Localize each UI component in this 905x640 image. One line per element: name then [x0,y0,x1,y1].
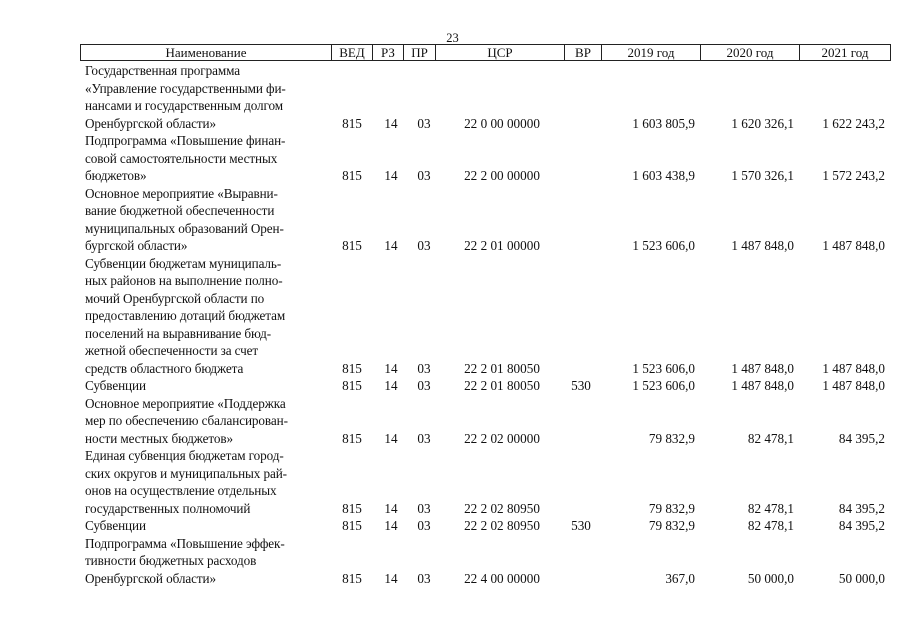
header-vr: ВР [565,45,602,60]
row-2020: 1 620 326,1 [731,115,794,131]
header-2021: 2021 год [821,45,869,60]
header-2020: 2020 год [701,45,800,60]
table-row [0,255,905,376]
row-ved: 815 [342,360,362,376]
row-pr: 03 [417,430,431,446]
header-pr: ПР [404,45,436,60]
row-2019: 79 832,9 [648,430,695,446]
row-pr: 03 [417,360,431,376]
row-2019: 1 523 606,0 [632,378,695,393]
row-2021: 1 487 848,0 [822,378,885,393]
row-ved: 815 [342,168,362,183]
header-csr: ЦСР [436,45,565,60]
row-2020: 82 478,1 [747,500,794,516]
row-2019: 79 832,9 [648,500,695,516]
row-2021: 84 395,2 [838,518,885,533]
header-2019: 2019 год [602,45,701,60]
row-2019: 1 603 438,9 [632,168,695,183]
row-2020: 82 478,1 [747,518,794,533]
row-2020: 82 478,1 [747,430,794,446]
row-rz: 14 [384,378,398,393]
header-name: Наименование [81,45,332,60]
row-2021: 1 622 243,2 [822,115,885,131]
table-row [0,535,905,628]
row-pr: 03 [417,168,431,183]
header-rz: РЗ [373,45,404,60]
row-csr: 22 4 00 00000 [464,570,540,586]
row-rz: 14 [384,430,398,446]
row-name: Субвенции [85,518,146,533]
row-rz: 14 [384,518,398,533]
row-2019: 1 603 805,9 [632,115,695,131]
row-pr: 03 [417,518,431,533]
row-name: Основное мероприятие «Поддержка мер по обеспечению сбалансирован- ности местных бюджетов» [85,395,288,446]
row-vr: 530 [571,518,591,533]
row-2020: 50 000,0 [747,570,794,586]
row-2021: 1 487 848,0 [822,360,885,376]
row-ved: 815 [342,238,362,253]
row-csr: 22 0 00 00000 [464,115,540,131]
row-name: Основное мероприятие «Выравни- вание бюджетной обеспеченности муниципальных образований Орен- бургской области» [85,185,284,253]
row-pr: 03 [417,238,431,253]
row-name: Государственная программа «Управление государственными фи- нансами и государственным долгом Оренбургской области» [85,63,286,131]
row-pr: 03 [417,500,431,516]
row-ved: 815 [342,378,362,393]
row-csr: 22 2 02 00000 [464,430,540,446]
row-name: Подпрограмма «Повышение эффек- тивности бюджетных расходов Оренбургской области» [85,535,285,586]
row-ved: 815 [342,115,362,131]
row-rz: 14 [384,360,398,376]
row-2021: 50 000,0 [838,570,885,586]
row-rz: 14 [384,168,398,183]
row-2021: 1 572 243,2 [822,168,885,183]
row-2020: 1 487 848,0 [731,238,794,253]
row-csr: 22 2 01 80050 [464,378,540,393]
row-rz: 14 [384,500,398,516]
row-2020: 1 487 848,0 [731,360,794,376]
row-csr: 22 2 02 80950 [464,500,540,516]
table-header [80,44,891,61]
row-rz: 14 [384,115,398,131]
row-2020: 1 570 326,1 [731,168,794,183]
row-vr: 530 [571,378,591,393]
row-2020: 1 487 848,0 [731,378,794,393]
row-2021: 1 487 848,0 [822,238,885,253]
row-2019: 79 832,9 [648,518,695,533]
row-name: Субвенции бюджетам муниципаль- ных районов на выполнение полно- мочий Оренбургской области по предоставлению дотаций бюджетам поселений на выравнивание бюд- жетной обеспеченности за счет средств областного бюджета [85,255,286,376]
row-ved: 815 [342,518,362,533]
row-csr: 22 2 01 80050 [464,360,540,376]
page-number: 23 [446,31,459,45]
row-2019: 367,0 [665,570,695,586]
row-2019: 1 523 606,0 [632,360,695,376]
row-ved: 815 [342,570,362,586]
row-pr: 03 [417,378,431,393]
row-name: Подпрограмма «Повышение финан- совой самостоятельности местных бюджетов» [85,133,286,183]
header-ved: ВЕД [332,45,373,60]
row-csr: 22 2 02 80950 [464,518,540,533]
row-2019: 1 523 606,0 [632,238,695,253]
row-csr: 22 2 00 00000 [464,168,540,183]
row-2021: 84 395,2 [838,430,885,446]
row-pr: 03 [417,570,431,586]
row-ved: 815 [342,500,362,516]
row-csr: 22 2 01 00000 [464,238,540,253]
row-pr: 03 [417,115,431,131]
row-2021: 84 395,2 [838,500,885,516]
row-rz: 14 [384,570,398,586]
row-name: Единая субвенция бюджетам город- ских округов и муниципальных рай- онов на осуществление отдельных государственных полномочий [85,448,287,516]
row-name: Субвенции [85,378,146,393]
row-rz: 14 [384,238,398,253]
row-ved: 815 [342,430,362,446]
